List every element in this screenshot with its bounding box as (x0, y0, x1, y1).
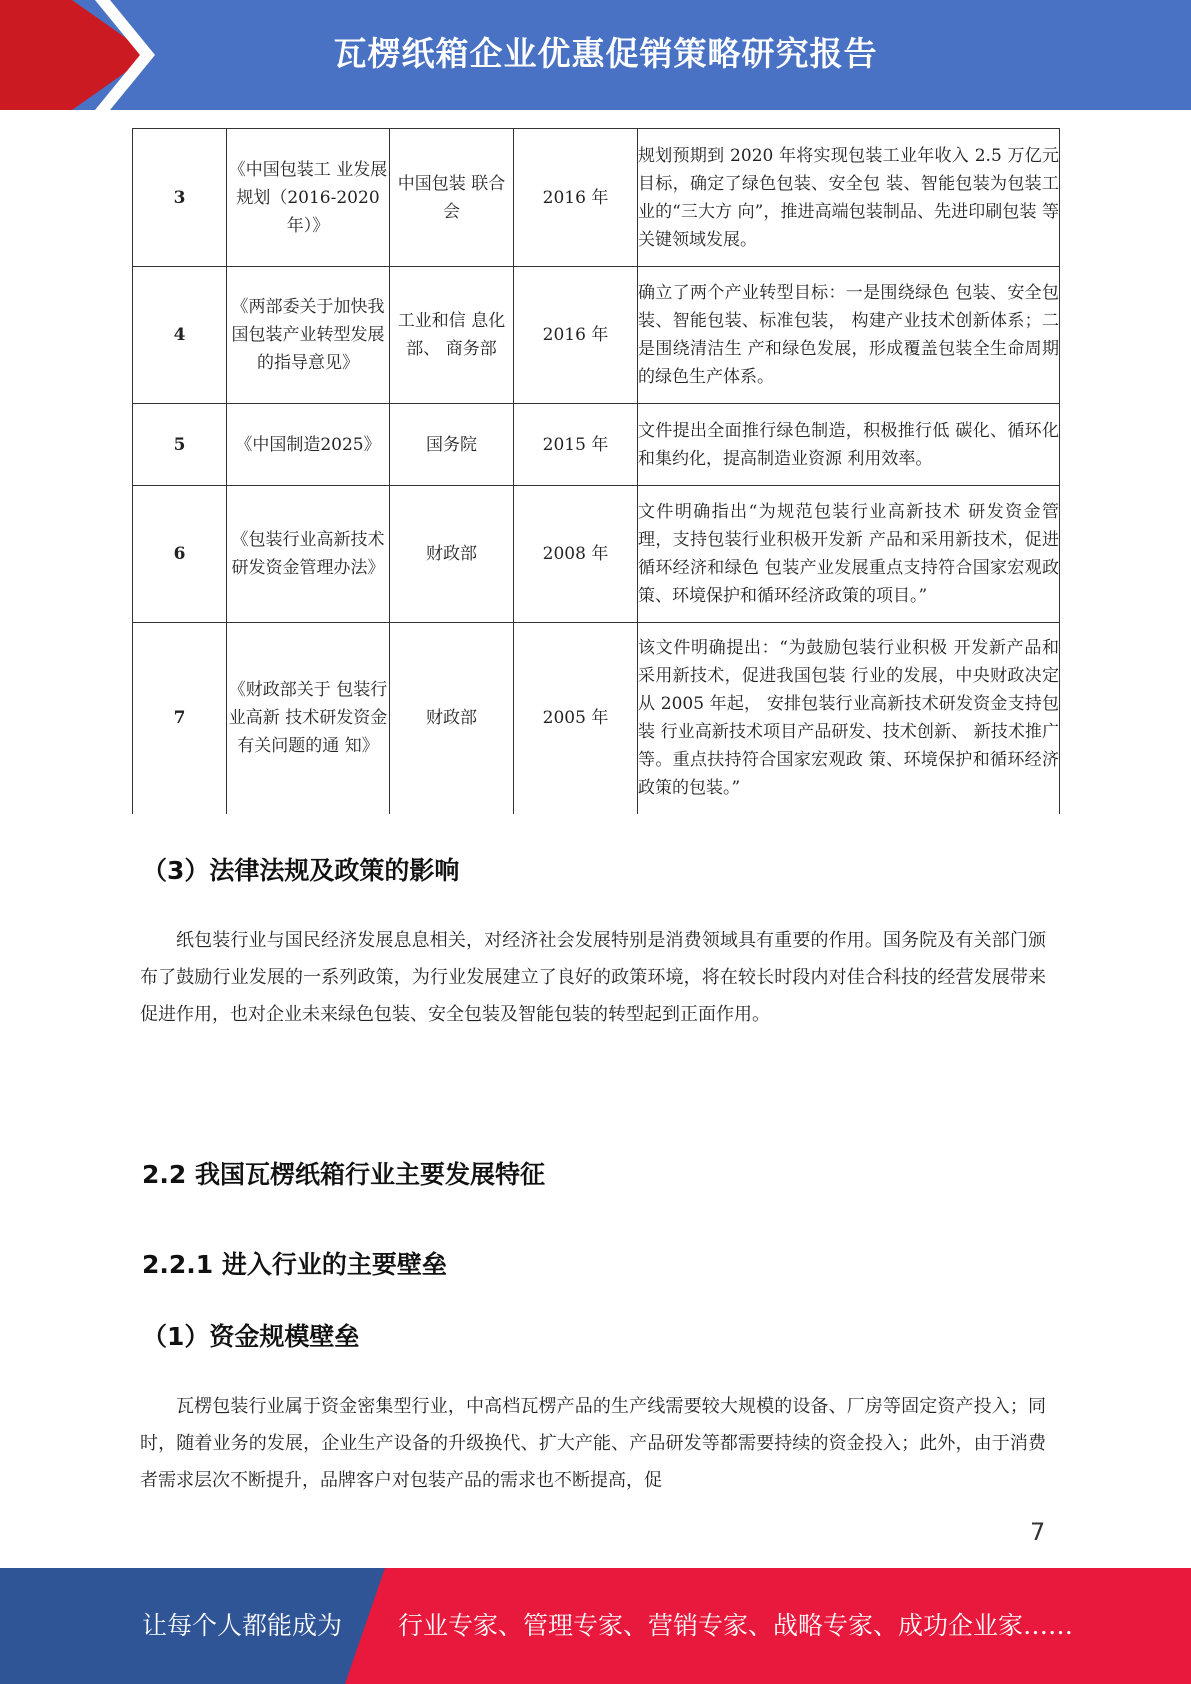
paragraph-capital-barrier: 瓦楞包装行业属于资金密集型行业，中高档瓦楞产品的生产线需要较大规模的设备、厂房等固定资产投入；同时，随着业务的发展，企业生产设备的升级换代、扩大产能、产品研发等都需要持续的资金投入；此外，由于消费者需求层次不断提升，品牌客户对包装产品的需求也不断提高，促 (140, 1396, 1046, 1491)
table-row (133, 623, 1060, 814)
report-title: 瓦楞纸箱企业优惠促销策略研究报告 (333, 34, 878, 73)
page-footer (0, 1568, 1191, 1684)
issue-year: 2016 年 (514, 267, 638, 404)
table-row (133, 404, 1060, 486)
page-number: 7 (1030, 1518, 1046, 1546)
policy-name: 《中国包装工 业发展规划（2016-2020年）》 (227, 129, 390, 267)
paragraph-law-impact: 纸包装行业与国民经济发展息息相关，对经济社会发展特别是消费领域具有重要的作用。国务院及有关部门颁布了鼓励行业发展的一系列政策，为行业发展建立了良好的政策环境，将在较长时段内对佳合科技的经营发展带来促进作用，也对企业未来绿色包装、安全包装及智能包装的转型起到正面作用。 (140, 930, 1046, 1025)
policy-name: 《财政部关于 包装行业高新 技术研发资金 有关问题的通 知》 (227, 623, 390, 814)
section-heading-2-2: 2.2 我国瓦楞纸箱行业主要发展特征 (142, 1160, 545, 1189)
footer-slogan-left: 让每个人都能成为 (142, 1611, 343, 1640)
page-header (0, 0, 1191, 110)
row-number: 7 (133, 623, 227, 814)
policy-table (132, 128, 1060, 814)
row-number: 6 (133, 486, 227, 623)
issuing-body: 中国包装 联合会 (390, 129, 514, 267)
issue-year: 2015 年 (514, 404, 638, 486)
issuing-body: 国务院 (390, 404, 514, 486)
policy-name: 《两部委关于加快我国包装产业转型发展的指导意见》 (227, 267, 390, 404)
section-heading-2-2-1: 2.2.1 进入行业的主要壁垒 (142, 1250, 447, 1279)
row-number: 4 (133, 267, 227, 404)
table-row (133, 486, 1060, 623)
policy-name: 《中国制造2025》 (227, 404, 390, 486)
policy-name: 《包装行业高新技术研发资金管理办法》 (227, 486, 390, 623)
row-number: 5 (133, 404, 227, 486)
policy-description: 文件提出全面推行绿色制造，积极推行低 碳化、循环化和集约化，提高制造业资源 利用效率。 (638, 404, 1060, 486)
policy-description: 该文件明确提出：“为鼓励包装行业积极 开发新产品和采用新技术，促进我国包装 行业的发展，中央财政决定从 2005 年起， 安排包装行业高新技术研发资金支持包装 行业高新技术项目产品研发、技术创新、 新技术推广等。重点扶持符合国家宏观政 策、环境保护和循环经济政策的包装。” (638, 623, 1060, 814)
issue-year: 2005 年 (514, 623, 638, 814)
section-heading-capital-barrier: （1）资金规模壁垒 (142, 1322, 360, 1351)
issue-year: 2008 年 (514, 486, 638, 623)
table-row (133, 267, 1060, 404)
section-heading-law-impact: （3）法律法规及政策的影响 (142, 856, 460, 885)
footer-slogan-right: 行业专家、管理专家、营销专家、战略专家、成功企业家…… (398, 1611, 1074, 1640)
policy-description: 规划预期到 2020 年将实现包装工业年收入 2.5 万亿元目标，确定了绿色包装、安全包 装、智能包装为包装工业的“三大方 向”，推进高端包装制品、先进印刷包装 等关键领域发展。 (638, 129, 1060, 267)
policy-description: 确立了两个产业转型目标：一是围绕绿色 包装、安全包装、智能包装、标准包装， 构建产业技术创新体系；二是围绕清洁生 产和绿色发展，形成覆盖包装全生命周期 的绿色生产体系。 (638, 267, 1060, 404)
issuing-body: 工业和信 息化部、 商务部 (390, 267, 514, 404)
issuing-body: 财政部 (390, 623, 514, 814)
row-number: 3 (133, 129, 227, 267)
policy-description: 文件明确指出“为规范包装行业高新技术 研发资金管理，支持包装行业积极开发新 产品和采用新技术，促进循环经济和绿色 包装产业发展重点支持符合国家宏观政 策、环境保护和循环经济政策的项目。” (638, 486, 1060, 623)
table-row (133, 129, 1060, 267)
issuing-body: 财政部 (390, 486, 514, 623)
issue-year: 2016 年 (514, 129, 638, 267)
